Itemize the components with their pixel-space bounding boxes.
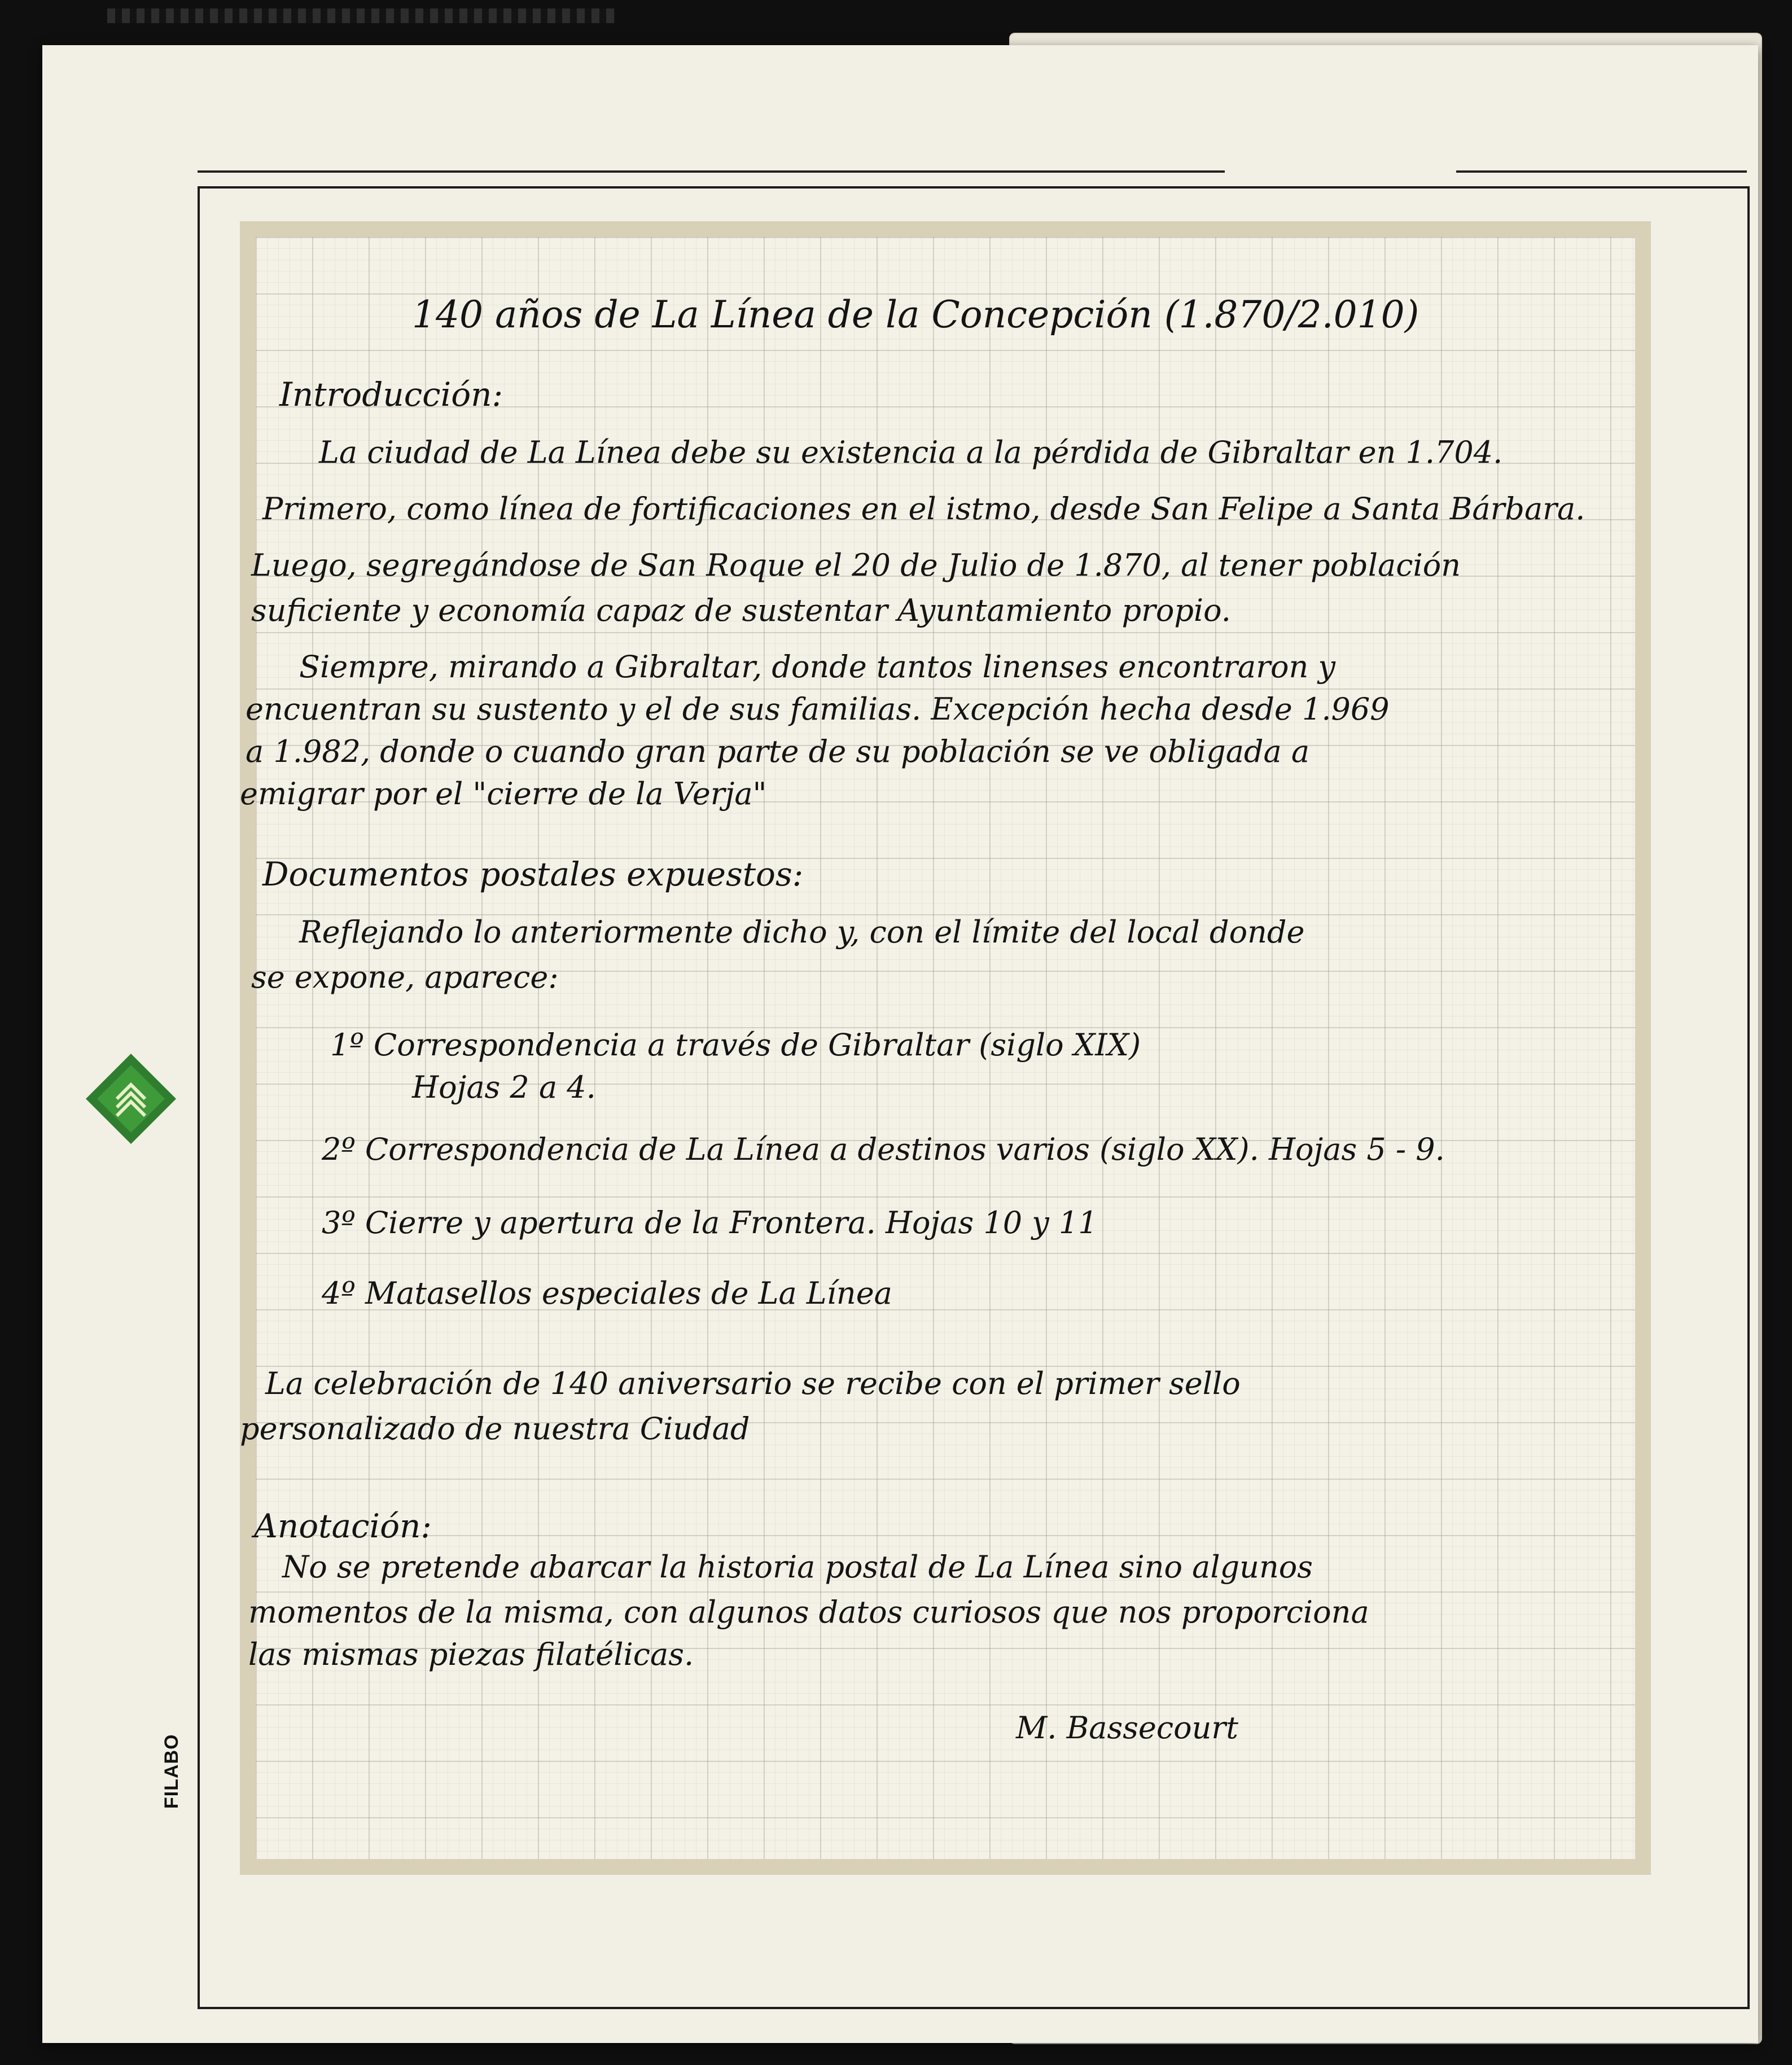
annotation-line: las mismas piezas filatélicas. <box>248 1637 694 1672</box>
documents-item: 1º Correspondencia a través de Gibraltar (siglo XIX) <box>330 1027 1141 1063</box>
documents-heading: Documentos postales expuestos: <box>262 855 804 893</box>
documents-item: 3º Cierre y apertura de la Frontera. Hojas 10 y 11 <box>322 1205 1098 1240</box>
documents-line: se expone, aparece: <box>251 959 559 995</box>
scan-edge <box>107 8 615 23</box>
signature: M. Bassecourt <box>1016 1710 1238 1746</box>
top-rule-right <box>1456 170 1747 173</box>
page-title: 140 años de La Línea de la Concepción (1.870/2.010) <box>412 293 1419 336</box>
intro-line: Siempre, mirando a Gibraltar, donde tantos linenses encontraron y <box>299 649 1335 685</box>
annotation-heading: Anotación: <box>254 1507 432 1545</box>
filabo-logo-icon <box>83 1051 179 1147</box>
annotation-line: No se pretende abarcar la historia postal de La Línea sino algunos <box>282 1549 1313 1585</box>
intro-line: Luego, segregándose de San Roque el 20 de Julio de 1.870, al tener población <box>251 547 1461 583</box>
album-page <box>42 45 1758 2043</box>
documents-item: Hojas 2 a 4. <box>412 1069 596 1105</box>
intro-line: suficiente y economía capaz de sustentar Ayuntamiento propio. <box>251 593 1231 628</box>
documents-item: 4º Matasellos especiales de La Línea <box>322 1275 892 1311</box>
annotation-line: momentos de la misma, con algunos datos curiosos que nos proporciona <box>248 1594 1369 1630</box>
documents-item: 2º Correspondencia de La Línea a destinos varios (siglo XX). Hojas 5 - 9. <box>322 1132 1445 1167</box>
intro-line: a 1.982, donde o cuando gran parte de su población se ve obligada a <box>246 734 1310 769</box>
top-rule-left <box>198 170 1225 173</box>
intro-line: La ciudad de La Línea debe su existencia a la pérdida de Gibraltar en 1.704. <box>319 435 1503 470</box>
celebration-line: personalizado de nuestra Ciudad <box>240 1411 750 1446</box>
intro-heading: Introducción: <box>279 375 503 414</box>
intro-line: emigrar por el "cierre de la Verja" <box>240 776 767 812</box>
brand-label: FILABO <box>161 1734 182 1809</box>
documents-line: Reflejando lo anteriormente dicho y, con el límite del local donde <box>299 914 1305 950</box>
celebration-line: La celebración de 140 aniversario se recibe con el primer sello <box>265 1366 1241 1401</box>
intro-line: Primero, como línea de fortificaciones en el istmo, desde San Felipe a Santa Bárbara. <box>262 491 1585 527</box>
intro-line: encuentran su sustento y el de sus familias. Excepción hecha desde 1.969 <box>246 691 1390 727</box>
